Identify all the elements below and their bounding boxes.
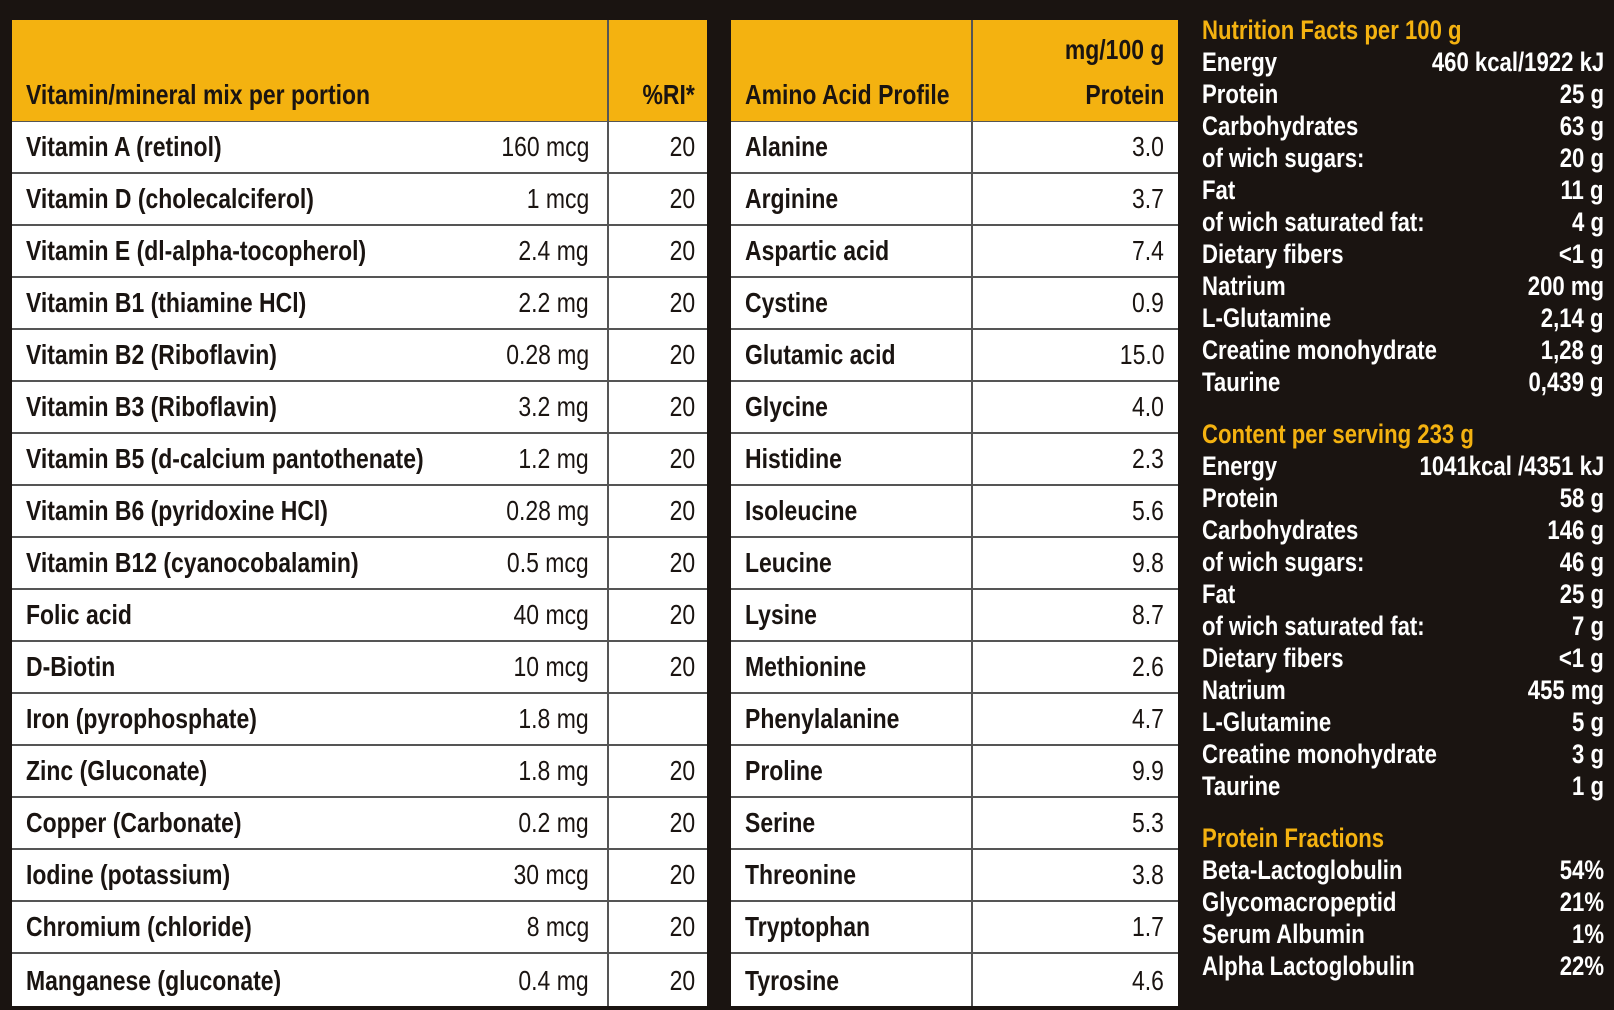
facts-value: 1% <box>1571 918 1604 949</box>
vitamin-ri: 20 <box>669 183 695 214</box>
table-row <box>731 746 1178 798</box>
vitamin-name-cell <box>12 174 609 224</box>
facts-label: Protein <box>1202 78 1279 109</box>
vitamin-ri-cell <box>609 278 707 328</box>
facts-row <box>1202 642 1604 674</box>
vitamin-amount: 0.5 mcg <box>507 547 589 578</box>
facts-value: 455 mg <box>1527 674 1604 705</box>
vitamin-name: Vitamin B12 (cyanocobalamin) <box>26 547 359 578</box>
amino-name-cell <box>731 382 973 432</box>
amino-value-cell <box>973 642 1178 692</box>
amino-table-header <box>731 20 1178 122</box>
vitamin-amount: 30 mcg <box>513 859 589 890</box>
vitamin-ri-cell <box>609 486 707 536</box>
vitamin-header-name: Vitamin/mineral mix per portion <box>26 79 371 110</box>
amino-value-cell <box>973 850 1178 900</box>
facts-value: 1 g <box>1572 770 1604 801</box>
vitamin-name: Vitamin B3 (Riboflavin) <box>26 391 277 422</box>
amino-table-body <box>731 122 1178 1006</box>
vitamin-name-cell <box>12 642 609 692</box>
vitamin-ri: 20 <box>669 599 695 630</box>
amino-value-cell <box>973 278 1178 328</box>
vitamin-amount: 40 mcg <box>513 599 589 630</box>
vitamin-ri-cell <box>609 694 707 744</box>
amino-name: Methionine <box>745 651 867 682</box>
vitamin-ri: 20 <box>669 807 695 838</box>
vitamin-name: Vitamin B2 (Riboflavin) <box>26 339 277 370</box>
facts-label: of wich saturated fat: <box>1202 206 1425 237</box>
vitamin-ri: 20 <box>669 287 695 318</box>
vitamin-table-body <box>12 122 707 1006</box>
vitamin-name: Vitamin B5 (d-calcium pantothenate) <box>26 443 424 474</box>
vitamin-name-cell <box>12 798 609 848</box>
facts-value: 460 kcal/1922 kJ <box>1431 46 1604 77</box>
facts-100g-list <box>1202 46 1604 398</box>
table-row <box>731 954 1178 1006</box>
table-row <box>731 642 1178 694</box>
amino-value: 2.6 <box>1132 651 1164 682</box>
facts-row <box>1202 450 1604 482</box>
vitamin-amount: 160 mcg <box>500 131 589 162</box>
facts-row <box>1202 46 1604 78</box>
table-row <box>12 902 707 954</box>
amino-value: 0.9 <box>1132 287 1164 318</box>
table-row <box>12 330 707 382</box>
vitamin-ri-cell <box>609 850 707 900</box>
facts-row <box>1202 366 1604 398</box>
vitamin-name-cell <box>12 694 609 744</box>
amino-name-cell <box>731 642 973 692</box>
amino-name: Tryptophan <box>745 911 871 942</box>
facts-value: <1 g <box>1559 642 1604 673</box>
amino-name-cell <box>731 590 973 640</box>
vitamin-name-cell <box>12 590 609 640</box>
vitamin-name: Vitamin E (dl-alpha-tocopherol) <box>26 235 367 266</box>
table-row <box>731 902 1178 954</box>
amino-name-cell <box>731 746 973 796</box>
vitamin-amount: 0.4 mg <box>518 965 589 996</box>
amino-value: 9.8 <box>1132 547 1164 578</box>
vitamin-ri-cell <box>609 434 707 484</box>
vitamin-ri-cell <box>609 954 707 1006</box>
vitamin-name: Iodine (potassium) <box>26 859 231 890</box>
facts-row <box>1202 674 1604 706</box>
amino-name: Threonine <box>745 859 856 890</box>
vitamin-mineral-table <box>12 20 707 1006</box>
facts-row <box>1202 270 1604 302</box>
vitamin-ri: 20 <box>669 755 695 786</box>
vitamin-header-ri: %RI* <box>642 79 695 110</box>
vitamin-amount: 8 mcg <box>526 911 589 942</box>
vitamin-name: Folic acid <box>26 599 132 630</box>
amino-value: 5.6 <box>1132 495 1164 526</box>
facts-value: 46 g <box>1559 546 1604 577</box>
amino-value: 7.4 <box>1132 235 1164 266</box>
table-row <box>12 486 707 538</box>
vitamin-amount: 0.28 mg <box>506 495 589 526</box>
facts-label: of wich sugars: <box>1202 546 1365 577</box>
amino-name-cell <box>731 902 973 952</box>
amino-name: Lysine <box>745 599 817 630</box>
table-row <box>12 590 707 642</box>
facts-value: 146 g <box>1547 514 1604 545</box>
facts-label: L-Glutamine <box>1202 302 1332 333</box>
facts-value: 2,14 g <box>1541 302 1604 333</box>
facts-value: 1041kcal /4351 kJ <box>1419 450 1604 481</box>
amino-name: Histidine <box>745 443 842 474</box>
table-row <box>12 538 707 590</box>
table-row <box>12 694 707 746</box>
amino-value: 3.7 <box>1132 183 1164 214</box>
facts-row <box>1202 334 1604 366</box>
protein-fractions-list <box>1202 854 1604 982</box>
amino-name-cell <box>731 434 973 484</box>
amino-name: Phenylalanine <box>745 703 900 734</box>
amino-value: 4.7 <box>1132 703 1164 734</box>
amino-name-cell <box>731 954 973 1006</box>
amino-name: Isoleucine <box>745 495 858 526</box>
amino-name-cell <box>731 278 973 328</box>
facts-label: of wich sugars: <box>1202 142 1365 173</box>
amino-value-cell <box>973 694 1178 744</box>
vitamin-ri-cell <box>609 538 707 588</box>
facts-row <box>1202 206 1604 238</box>
amino-name: Serine <box>745 807 816 838</box>
vitamin-ri-cell <box>609 590 707 640</box>
amino-name-cell <box>731 226 973 276</box>
vitamin-amount: 0.2 mg <box>518 807 589 838</box>
amino-name: Alanine <box>745 131 828 162</box>
vitamin-name: Zinc (Gluconate) <box>26 755 208 786</box>
amino-name: Glycine <box>745 391 828 422</box>
table-row <box>731 226 1178 278</box>
facts-value: 7 g <box>1572 610 1604 641</box>
vitamin-ri-cell <box>609 382 707 432</box>
vitamin-ri: 20 <box>669 391 695 422</box>
table-row <box>731 590 1178 642</box>
amino-value: 3.0 <box>1132 131 1164 162</box>
facts-label: Carbohydrates <box>1202 514 1359 545</box>
facts-label: Taurine <box>1202 366 1281 397</box>
vitamin-name-cell <box>12 382 609 432</box>
facts-label: Dietary fibers <box>1202 642 1344 673</box>
amino-name-cell <box>731 798 973 848</box>
vitamin-name-cell <box>12 226 609 276</box>
facts-label: Taurine <box>1202 770 1281 801</box>
amino-name: Proline <box>745 755 823 786</box>
facts-value: 20 g <box>1559 142 1604 173</box>
amino-value: 4.0 <box>1132 391 1164 422</box>
amino-value: 15.0 <box>1119 339 1164 370</box>
table-row <box>12 954 707 1006</box>
vitamin-amount: 1.8 mg <box>518 755 589 786</box>
facts-row <box>1202 302 1604 334</box>
amino-name-cell <box>731 174 973 224</box>
vitamin-amount: 10 mcg <box>513 651 589 682</box>
facts-value: 22% <box>1559 950 1604 981</box>
table-row <box>731 486 1178 538</box>
table-row <box>731 850 1178 902</box>
amino-acid-table <box>731 20 1178 1006</box>
vitamin-ri: 20 <box>669 131 695 162</box>
vitamin-ri-cell <box>609 122 707 172</box>
vitamin-name-cell <box>12 122 609 172</box>
facts-serving-list <box>1202 450 1604 802</box>
amino-name: Glutamic acid <box>745 339 896 370</box>
amino-name-cell <box>731 486 973 536</box>
amino-value-cell <box>973 122 1178 172</box>
facts-value: 58 g <box>1559 482 1604 513</box>
facts-100g-title: Nutrition Facts per 100 g <box>1202 15 1462 45</box>
amino-name: Leucine <box>745 547 832 578</box>
table-row <box>12 226 707 278</box>
vitamin-name: Vitamin D (cholecalciferol) <box>26 183 314 214</box>
amino-value: 5.3 <box>1132 807 1164 838</box>
amino-value-cell <box>973 746 1178 796</box>
vitamin-ri: 20 <box>669 339 695 370</box>
table-row <box>731 434 1178 486</box>
facts-label: Beta-Lactoglobulin <box>1202 854 1403 885</box>
vitamin-ri: 20 <box>669 547 695 578</box>
amino-value-cell <box>973 538 1178 588</box>
facts-label: Energy <box>1202 450 1278 481</box>
facts-value: 11 g <box>1560 174 1604 205</box>
vitamin-ri-cell <box>609 226 707 276</box>
vitamin-table-header <box>12 20 707 122</box>
protein-fractions-title: Protein Fractions <box>1202 823 1385 853</box>
vitamin-name-cell <box>12 278 609 328</box>
amino-name-cell <box>731 538 973 588</box>
vitamin-ri: 20 <box>669 443 695 474</box>
amino-value-cell <box>973 330 1178 380</box>
facts-label: of wich saturated fat: <box>1202 610 1425 641</box>
facts-value: 4 g <box>1572 206 1604 237</box>
amino-value: 9.9 <box>1132 755 1164 786</box>
vitamin-amount: 1.2 mg <box>518 443 589 474</box>
vitamin-name: Chromium (chloride) <box>26 911 252 942</box>
vitamin-name: Copper (Carbonate) <box>26 807 242 838</box>
vitamin-ri: 20 <box>669 495 695 526</box>
amino-name-cell <box>731 122 973 172</box>
facts-row <box>1202 770 1604 802</box>
vitamin-name-cell <box>12 434 609 484</box>
table-row <box>731 798 1178 850</box>
table-row <box>12 642 707 694</box>
amino-value-cell <box>973 382 1178 432</box>
amino-value: 8.7 <box>1132 599 1164 630</box>
facts-label: Dietary fibers <box>1202 238 1344 269</box>
vitamin-ri-cell <box>609 330 707 380</box>
amino-name: Tyrosine <box>745 965 839 996</box>
table-row <box>731 538 1178 590</box>
facts-label: Alpha Lactoglobulin <box>1202 950 1415 981</box>
facts-value: 1,28 g <box>1541 334 1604 365</box>
facts-value: 5 g <box>1572 706 1604 737</box>
facts-row <box>1202 238 1604 270</box>
facts-row <box>1202 546 1604 578</box>
table-row <box>731 278 1178 330</box>
amino-name-cell <box>731 850 973 900</box>
amino-header-protein: Protein <box>1084 79 1164 110</box>
facts-label: Carbohydrates <box>1202 110 1359 141</box>
table-row <box>12 798 707 850</box>
facts-row <box>1202 886 1604 918</box>
facts-row <box>1202 174 1604 206</box>
vitamin-amount: 3.2 mg <box>518 391 589 422</box>
vitamin-name-cell <box>12 954 609 1006</box>
table-row <box>12 122 707 174</box>
vitamin-name: Vitamin B6 (pyridoxine HCl) <box>26 495 328 526</box>
facts-row <box>1202 706 1604 738</box>
facts-row <box>1202 738 1604 770</box>
amino-header-unit: mg/100 g <box>1064 34 1164 65</box>
facts-row <box>1202 610 1604 642</box>
vitamin-ri-cell <box>609 902 707 952</box>
facts-label: Fat <box>1202 578 1236 609</box>
facts-label: Natrium <box>1202 674 1286 705</box>
vitamin-name: Iron (pyrophosphate) <box>26 703 257 734</box>
facts-value: 0,439 g <box>1528 366 1604 397</box>
amino-value-cell <box>973 486 1178 536</box>
facts-label: Glycomacropeptid <box>1202 886 1397 917</box>
facts-label: Creatine monohydrate <box>1202 738 1437 769</box>
vitamin-amount: 2.4 mg <box>518 235 589 266</box>
amino-value-cell <box>973 590 1178 640</box>
vitamin-name-cell <box>12 902 609 952</box>
facts-row <box>1202 514 1604 546</box>
vitamin-ri-cell <box>609 746 707 796</box>
facts-label: Protein <box>1202 482 1279 513</box>
vitamin-name-cell <box>12 330 609 380</box>
table-row <box>12 382 707 434</box>
facts-row <box>1202 78 1604 110</box>
amino-header-name: Amino Acid Profile <box>745 79 950 110</box>
facts-value: 25 g <box>1559 578 1604 609</box>
vitamin-ri-cell <box>609 642 707 692</box>
facts-value: <1 g <box>1559 238 1604 269</box>
vitamin-name-cell <box>12 746 609 796</box>
table-row <box>12 746 707 798</box>
table-row <box>12 434 707 486</box>
facts-row <box>1202 854 1604 886</box>
vitamin-amount: 1 mcg <box>526 183 589 214</box>
facts-value: 54% <box>1559 854 1604 885</box>
vitamin-name-cell <box>12 538 609 588</box>
amino-value-cell <box>973 174 1178 224</box>
table-row <box>12 850 707 902</box>
amino-name-cell <box>731 330 973 380</box>
facts-value: 25 g <box>1559 78 1604 109</box>
vitamin-amount: 2.2 mg <box>518 287 589 318</box>
vitamin-ri: 20 <box>669 235 695 266</box>
amino-value-cell <box>973 434 1178 484</box>
amino-value-cell <box>973 226 1178 276</box>
table-row <box>731 174 1178 226</box>
facts-label: Creatine monohydrate <box>1202 334 1437 365</box>
facts-label: Natrium <box>1202 270 1286 301</box>
facts-row <box>1202 482 1604 514</box>
vitamin-name-cell <box>12 850 609 900</box>
facts-value: 21% <box>1559 886 1604 917</box>
amino-value-cell <box>973 798 1178 848</box>
vitamin-ri: 20 <box>669 651 695 682</box>
facts-row <box>1202 110 1604 142</box>
amino-value: 1.7 <box>1132 911 1164 942</box>
vitamin-ri: 20 <box>669 911 695 942</box>
vitamin-ri-cell <box>609 798 707 848</box>
amino-value-cell <box>973 902 1178 952</box>
table-row <box>12 174 707 226</box>
facts-label: Serum Albumin <box>1202 918 1365 949</box>
vitamin-name: Vitamin B1 (thiamine HCl) <box>26 287 307 318</box>
facts-row <box>1202 142 1604 174</box>
facts-label: L-Glutamine <box>1202 706 1332 737</box>
vitamin-ri-cell <box>609 174 707 224</box>
vitamin-name: Manganese (gluconate) <box>26 965 282 996</box>
facts-value: 63 g <box>1559 110 1604 141</box>
facts-value: 3 g <box>1572 738 1604 769</box>
facts-row <box>1202 578 1604 610</box>
table-row <box>731 694 1178 746</box>
amino-value: 3.8 <box>1132 859 1164 890</box>
amino-name: Cystine <box>745 287 828 318</box>
facts-serving-title: Content per serving 233 g <box>1202 419 1474 449</box>
vitamin-amount: 0.28 mg <box>506 339 589 370</box>
table-row <box>12 278 707 330</box>
amino-name: Aspartic acid <box>745 235 890 266</box>
amino-value: 2.3 <box>1132 443 1164 474</box>
facts-value: 200 mg <box>1527 270 1604 301</box>
amino-name: Arginine <box>745 183 839 214</box>
vitamin-name-cell <box>12 486 609 536</box>
nutrition-facts-panel <box>1202 14 1604 982</box>
facts-label: Fat <box>1202 174 1236 205</box>
facts-row <box>1202 950 1604 982</box>
facts-label: Energy <box>1202 46 1278 77</box>
vitamin-amount: 1.8 mg <box>518 703 589 734</box>
vitamin-name: Vitamin A (retinol) <box>26 131 222 162</box>
amino-value-cell <box>973 954 1178 1006</box>
vitamin-ri: 20 <box>669 859 695 890</box>
table-row <box>731 122 1178 174</box>
table-row <box>731 382 1178 434</box>
amino-value: 4.6 <box>1132 965 1164 996</box>
table-row <box>731 330 1178 382</box>
facts-row <box>1202 918 1604 950</box>
vitamin-ri: 20 <box>669 965 695 996</box>
vitamin-name: D-Biotin <box>26 651 116 682</box>
amino-name-cell <box>731 694 973 744</box>
